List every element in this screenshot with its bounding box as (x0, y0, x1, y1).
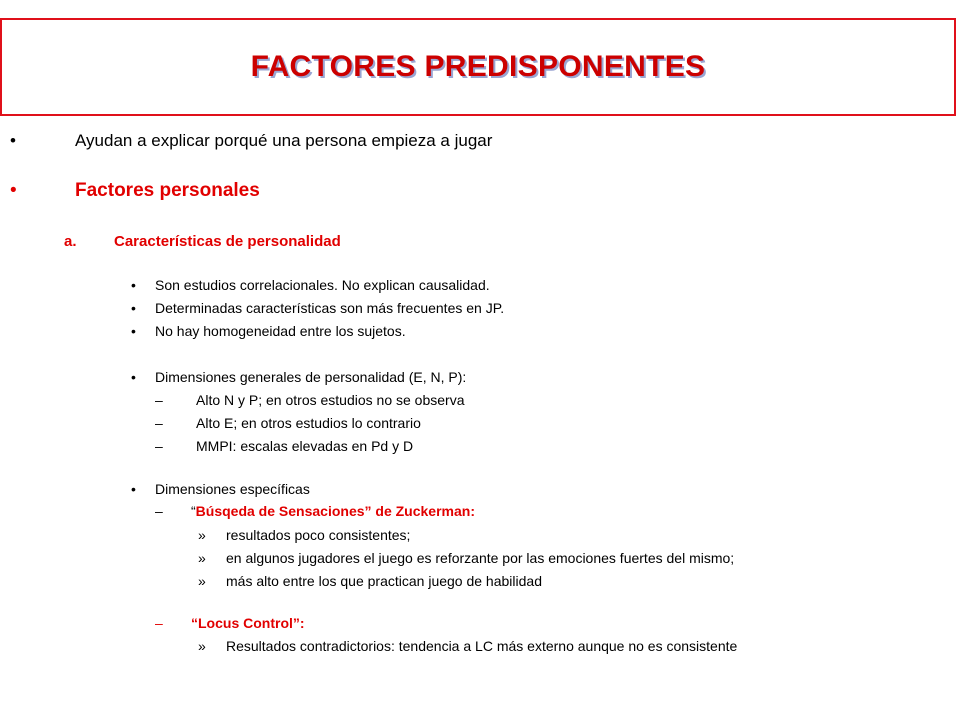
chevron-marker: » (198, 573, 206, 589)
point-marker: • (131, 323, 136, 339)
point-marker: • (131, 277, 136, 293)
chevron-marker: » (198, 527, 206, 543)
dims-general-heading: Dimensiones generales de personalidad (E, N, P): (155, 369, 467, 385)
chevron-marker: » (198, 550, 206, 566)
dash-marker: – (155, 503, 163, 519)
point-text: No hay homogeneidad entre los sujetos. (155, 323, 406, 339)
locus-item: Resultados contradictorios: tendencia a LC más externo aunque no es consistente (226, 638, 738, 654)
subsection-marker: a. (64, 233, 77, 250)
bullet-marker: • (10, 131, 16, 150)
bullet-text: Ayudan a explicar porqué una persona empieza a jugar (75, 131, 493, 150)
dash-marker: – (155, 438, 163, 454)
locus-heading: “Locus Control”: (191, 615, 305, 631)
chevron-marker: » (198, 638, 206, 654)
dims-specific-heading: Dimensiones específicas (155, 481, 310, 497)
dash-marker: – (155, 392, 163, 408)
dims-general-item: Alto E; en otros estudios lo contrario (196, 415, 421, 431)
point-text: Determinadas características son más frecuentes en JP. (155, 300, 505, 316)
zuckerman-item: resultados poco consistentes; (226, 527, 411, 543)
bullet-factores-personales (10, 180, 710, 204)
open-quote: “ (191, 503, 196, 519)
point-marker: • (131, 300, 136, 316)
point-marker: • (131, 481, 136, 497)
zuckerman-item: en algunos jugadores el juego es reforzante por las emociones fuertes del mismo; (226, 550, 735, 566)
dims-general-item: Alto N y P; en otros estudios no se observa (196, 392, 465, 408)
bullet-marker: • (10, 180, 17, 201)
point-text: Son estudios correlacionales. No explican causalidad. (155, 277, 490, 293)
dash-marker: – (155, 415, 163, 431)
section-heading: Factores personales (75, 180, 260, 201)
dash-marker: – (155, 615, 163, 631)
subsection-heading: Características de personalidad (114, 233, 341, 250)
dims-general-item: MMPI: escalas elevadas en Pd y D (196, 438, 414, 454)
zuckerman-heading (191, 503, 475, 519)
point-marker: • (131, 369, 136, 385)
slide-title: FACTORES PREDISPONENTES (250, 50, 706, 83)
zuckerman-item: más alto entre los que practican juego de habilidad (226, 573, 542, 589)
zuckerman-name: Búsqeda de Sensaciones” de Zuckerman: (195, 503, 475, 519)
title-box (0, 18, 956, 116)
bullet-explain (10, 131, 710, 153)
